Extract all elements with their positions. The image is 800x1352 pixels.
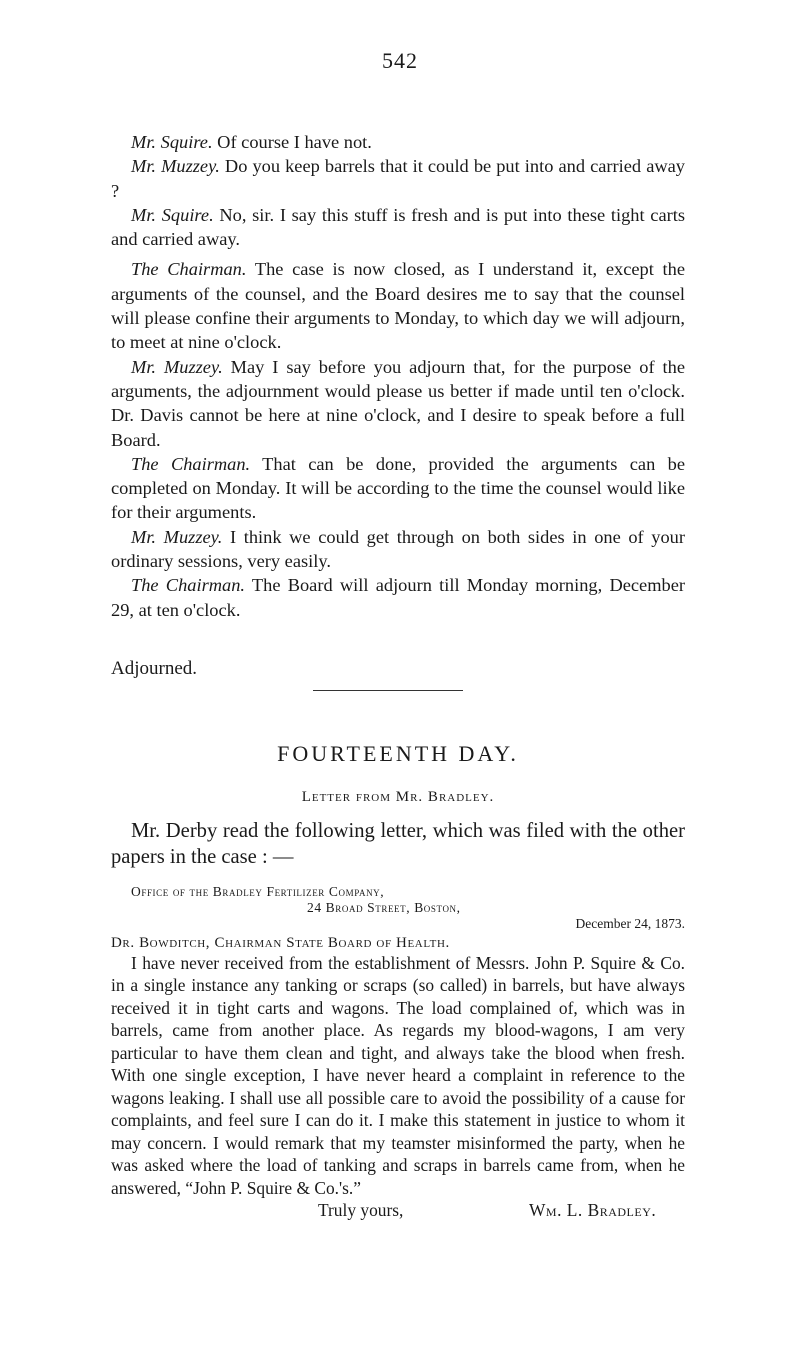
section-divider (313, 690, 463, 691)
speaker-name: Mr. Muzzey. (131, 356, 223, 377)
speech-text: Do you keep barrels that it could be put into and carried away ? (111, 156, 685, 201)
adjourned-note: Adjourned. (111, 657, 198, 679)
speech-text: May I say before you adjourn that, for the purpose of the arguments, the adjournment would please us better if made until ten o'clock. Dr. Davis cannot be here at nine o'clock, and I desire to speak before a full Board. (111, 356, 685, 450)
letterhead-address: 24 Broad Street, Boston, (307, 899, 461, 915)
letterhead-office: Office of the Bradley Fertilizer Company, (131, 883, 385, 899)
letter-closing (111, 1199, 685, 1221)
transcript (111, 130, 685, 622)
speaker-name: The Chairman. (131, 453, 251, 474)
speaker-name: Mr. Muzzey. (131, 526, 223, 547)
letter-signature: Wm. L. Bradley. (529, 1200, 657, 1221)
page-number: 542 (382, 48, 418, 73)
exchange-paragraph (111, 452, 685, 525)
exchange-paragraph (111, 203, 685, 252)
speech-text: I think we could get through on both sides in one of your ordinary sessions, very easily. (111, 526, 685, 572)
exchange-paragraph (111, 525, 685, 574)
speaker-name: Mr. Squire. (131, 204, 214, 225)
speech-text: The case is now closed, as I understand it, except the arguments of the counsel, and the Board desires me to say that the counsel will please confine their arguments to Monday, to which day we will adjourn, to meet at nine o'clock. (111, 259, 685, 353)
speech-text: Of course I have not. (212, 132, 372, 152)
speaker-name: The Chairman. (131, 575, 246, 596)
speaker-name: The Chairman. (131, 259, 247, 280)
speaker-name: Mr. Muzzey. (131, 156, 220, 177)
letter-body: I have never received from the establishment of Messrs. John P. Squire & Co. in a single instance any tanking or scraps (so called) in barrels, but have always received it in tight carts and wagons. The load complained of, which was in barrels, came from another place. As regards my blood-wagons, I am very particular to have them clean and tight, and always take the blood when fresh. With one single exception, I have never heard a complaint in reference to the wagons leaking. I shall use all possible care to avoid the possibility of a cause for complaints, and feel sure I can do it. I make this statement in justice to whom it may concern. I would remark that my teamster misinformed the party, when he was asked where the load of tanking and scraps in barrels came from, when he answered, “John P. Squire & Co.'s.” (111, 952, 685, 1198)
exchange-paragraph (111, 355, 685, 452)
speech-text: No, sir. I say this stuff is fresh and is put into these tight carts and carried away. (111, 204, 685, 250)
letter-heading: Letter from Mr. Bradley. (301, 788, 495, 805)
speaker-name: Mr. Squire. (131, 132, 213, 152)
letter-addressee: Dr. Bowditch, Chairman State Board of Health. (111, 934, 450, 951)
exchange-paragraph (111, 257, 685, 354)
exchange-paragraph (111, 573, 685, 622)
letterhead (111, 884, 685, 932)
speech-text: That can be done, provided the arguments can be completed on Monday. It will be according to the time the counsel would like for their arguments. (111, 453, 685, 523)
text-column (111, 130, 685, 1221)
exchange-paragraph (111, 130, 685, 154)
exchange-paragraph (111, 154, 685, 203)
speech-text: The Board will adjourn till Monday morning, December 29, at ten o'clock. (111, 575, 685, 620)
letter-date: December 24, 1873. (575, 915, 685, 931)
letter-salutation: Truly yours, (318, 1200, 404, 1221)
day-heading: FOURTEENTH DAY. (277, 740, 519, 766)
intro-paragraph: Mr. Derby read the following letter, which was filed with the other papers in the case : — (111, 819, 685, 868)
